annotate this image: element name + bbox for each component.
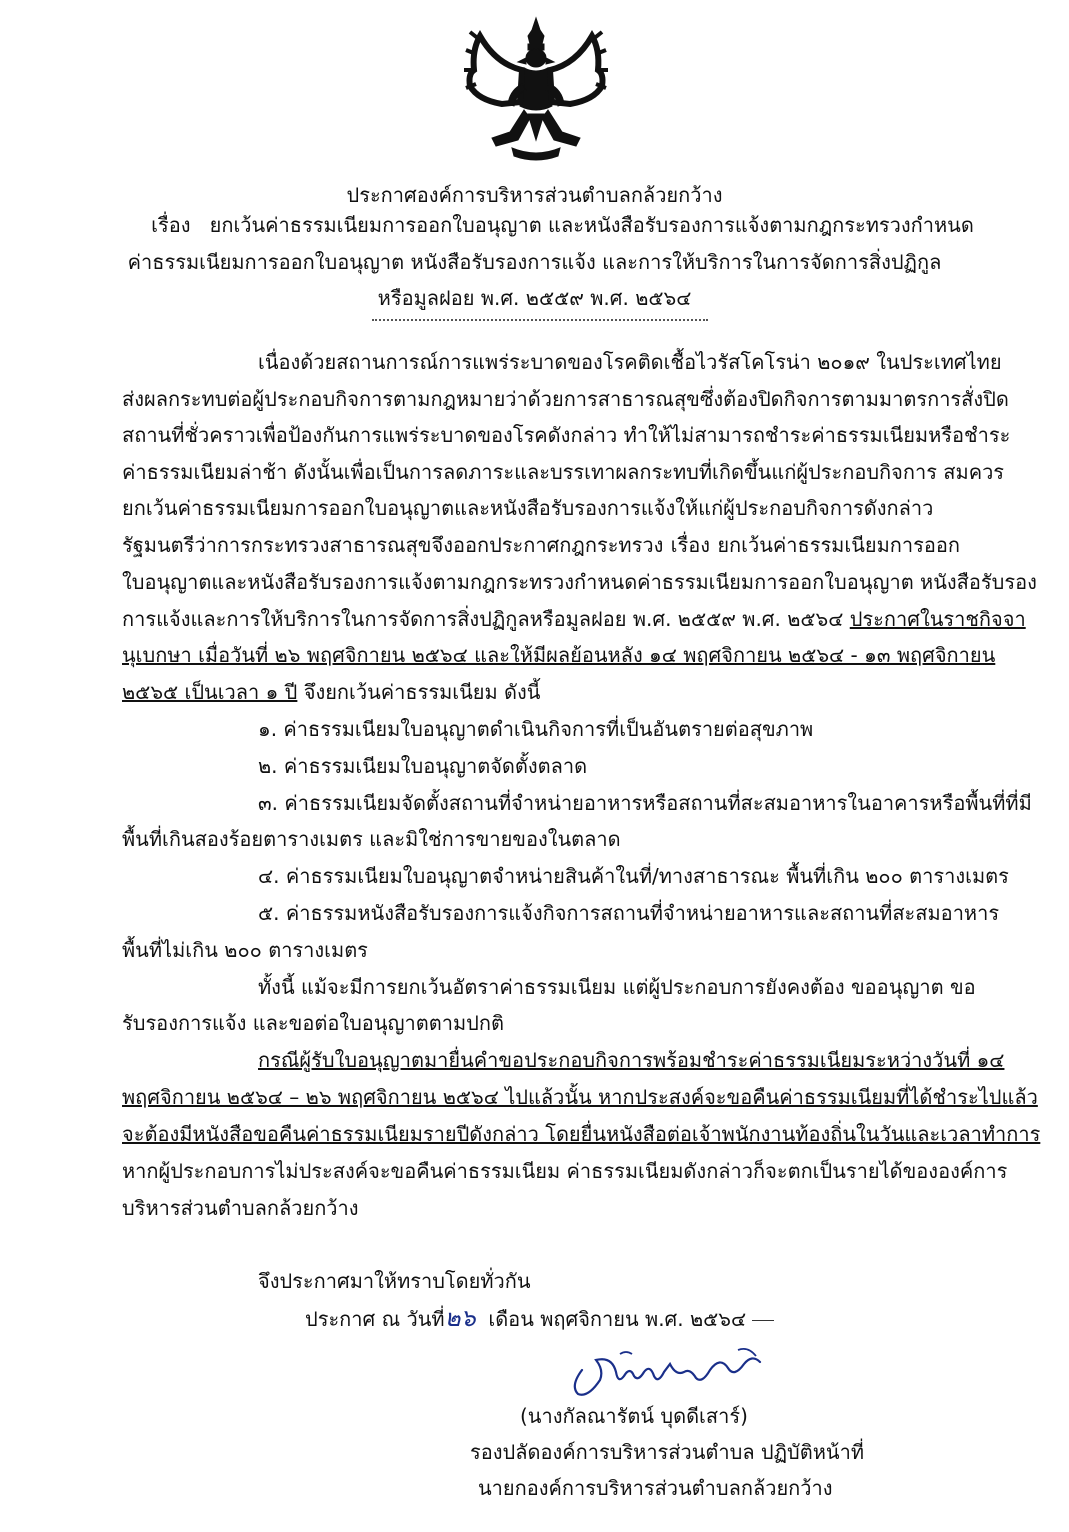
paragraph-1-line: ยกเว้นค่าธรรมเนียมการออกใบอนุญาตและหนังสือรับรองการแจ้งให้แก่ผู้ประกอบกิจการดังกล่าว [122,496,934,520]
gazette-reference: ประกาศในราชกิจจา [849,607,1026,631]
paragraph-1-line [122,680,960,704]
date-day-handwritten: ๒๖ [444,1304,476,1332]
refund-paragraph-line: พฤศจิกายน ๒๕๖๔ – ๒๖ พฤศจิกายน ๒๕๖๔ ไปแล้วนั้น หากประสงค์จะขอคืนค่าธรรมเนียมที่ได้ชำระไปแล้ว [122,1085,1038,1109]
date-dash [752,1320,774,1321]
signatory-position-2: นายกองค์การบริหารส่วนตำบลกล้วยกว้าง [478,1476,833,1500]
paragraph-1-text: การแจ้งและการให้บริการในการจัดการสิ่งปฏิกูลหรือมูลฝอย พ.ศ. ๒๕๕๙ พ.ศ. ๒๕๖๔ [122,607,850,631]
subject-line-3: หรือมูลฝอย พ.ศ. ๒๕๕๙ พ.ศ. ๒๕๖๔ [377,286,692,310]
fee-item-4: ๔. ค่าธรรมเนียมใบอนุญาตจำหน่ายสินค้าในที่/ทางสาธารณะ พื้นที่เกิน ๒๐๐ ตารางเมตร [258,864,1009,888]
subject-text: ยกเว้นค่าธรรมเนียมการออกใบอนุญาต และหนังสือรับรองการแจ้งตามกฎกระทรวงกำหนด [209,213,974,237]
date-prefix: ประกาศ ณ วันที่ [305,1307,445,1331]
signatory-name: (นางกัลณารัตน์ บุดดีเสาร์) [520,1404,748,1428]
gazette-reference: นุเบกษา เมื่อวันที่ ๒๖ พฤศจิกายน ๒๕๖๔ และให้มีผลย้อนหลัง ๑๔ พฤศจิกายน ๒๕๖๔ - ๑๓ พฤศจิกายน [122,643,996,667]
refund-paragraph-line: บริหารส่วนตำบลกล้วยกว้าง [122,1196,359,1220]
paragraph-1-line: ค่าธรรมเนียมล่าช้า ดังนั้นเพื่อเป็นการลดภาระและบรรเทาผลกระทบที่เกิดขึ้นแก่ผู้ประกอบกิจการ สมควร [122,460,1005,484]
header-separator [372,319,708,321]
paragraph-1-line [122,607,1026,631]
refund-paragraph-line: หากผู้ประกอบการไม่ประสงค์จะขอคืนค่าธรรมเนียม ค่าธรรมเนียมดังกล่าวก็จะตกเป็นรายได้ขององค์การ [122,1159,1008,1183]
paragraph-1-line: ส่งผลกระทบต่อผู้ประกอบกิจการตามกฎหมายว่าด้วยการสาธารณสุขซึ่งต้องปิดกิจการตามมาตรการสั่งปิด [122,387,1009,411]
paragraph-1-line: สถานที่ชั่วคราวเพื่อป้องกันการแพร่ระบาดของโรคดังกล่าว ทำให้ไม่สามารถชำระค่าธรรมเนียมหรือชำระ [122,423,1011,447]
closing-statement: จึงประกาศมาให้ทราบโดยทั่วกัน [258,1269,531,1293]
issuer-title: ประกาศองค์การบริหารส่วนตำบลกล้วยกว้าง [346,183,723,207]
gazette-reference: ๒๕๖๕ เป็นเวลา ๑ ปี [122,680,298,704]
fee-item-1: ๑. ค่าธรรมเนียมใบอนุญาตดำเนินกิจการที่เป็นอันตรายต่อสุขภาพ [258,717,814,741]
refund-paragraph-line: กรณีผู้รับใบอนุญาตมายื่นคำขอประกอบกิจการพร้อมชำระค่าธรรมเนียมระหว่างวันที่ ๑๔ [258,1048,1005,1072]
fee-item-3: ๓. ค่าธรรมเนียมจัดตั้งสถานที่จำหน่ายอาหารหรือสถานที่สะสมอาหารในอาคารหรือพื้นที่ที่มี [258,791,1032,815]
subject-line-2: ค่าธรรมเนียมการออกใบอนุญาต หนังสือรับรองการแจ้ง และการให้บริการในการจัดการสิ่งปฏิกูล [127,250,942,274]
garuda-emblem-icon [462,14,610,164]
fee-item-2: ๒. ค่าธรรมเนียมใบอนุญาตจัดตั้งตลาด [258,754,588,778]
date-month-year: เดือน พฤศจิกายน พ.ศ. ๒๕๖๔ [488,1307,747,1331]
subject-line-1 [28,213,1069,237]
fee-item-5-cont: พื้นที่ไม่เกิน ๒๐๐ ตารางเมตร [122,938,368,962]
signatory-position-1: รองปลัดองค์การบริหารส่วนตำบล ปฏิบัติหน้าที่ [470,1440,865,1464]
announcement-date [305,1306,805,1331]
fee-item-5: ๕. ค่าธรรมหนังสือรับรองการแจ้งกิจการสถานที่จำหน่ายอาหารและสถานที่สะสมอาหาร [258,901,1000,925]
handwritten-signature [560,1342,770,1404]
subject-label: เรื่อง [151,213,191,237]
paragraph-2-line: ทั้งนี้ แม้จะมีการยกเว้นอัตราค่าธรรมเนียม แต่ผู้ประกอบการยังคงต้อง ขออนุญาต ขอ [258,975,976,999]
paragraph-1-text: จึงยกเว้นค่าธรรมเนียม ดังนี้ [297,680,541,704]
paragraph-1-line: เนื่องด้วยสถานการณ์การแพร่ระบาดของโรคติดเชื้อไวรัสโคโรน่า ๒๐๑๙ ในประเทศไทย [258,350,1002,374]
paragraph-2-line: รับรองการแจ้ง และขอต่อใบอนุญาตตามปกติ [122,1011,504,1035]
refund-paragraph-line: จะต้องมีหนังสือขอคืนค่าธรรมเนียมรายปีดังกล่าว โดยยื่นหนังสือต่อเจ้าพนักงานท้องถิ่นในวันและเวลาทำการ [122,1122,1041,1146]
paragraph-1-line: ใบอนุญาตและหนังสือรับรองการแจ้งตามกฎกระทรวงกำหนดค่าธรรมเนียมการออกใบอนุญาต หนังสือรับรอง [122,570,1037,594]
fee-item-3-cont: พื้นที่เกินสองร้อยตารางเมตร และมิใช่การขายของในตลาด [122,827,621,851]
paragraph-1-line: รัฐมนตรีว่าการกระทรวงสาธารณสุขจึงออกประกาศกฎกระทรวง เรื่อง ยกเว้นค่าธรรมเนียมการออก [122,533,960,557]
